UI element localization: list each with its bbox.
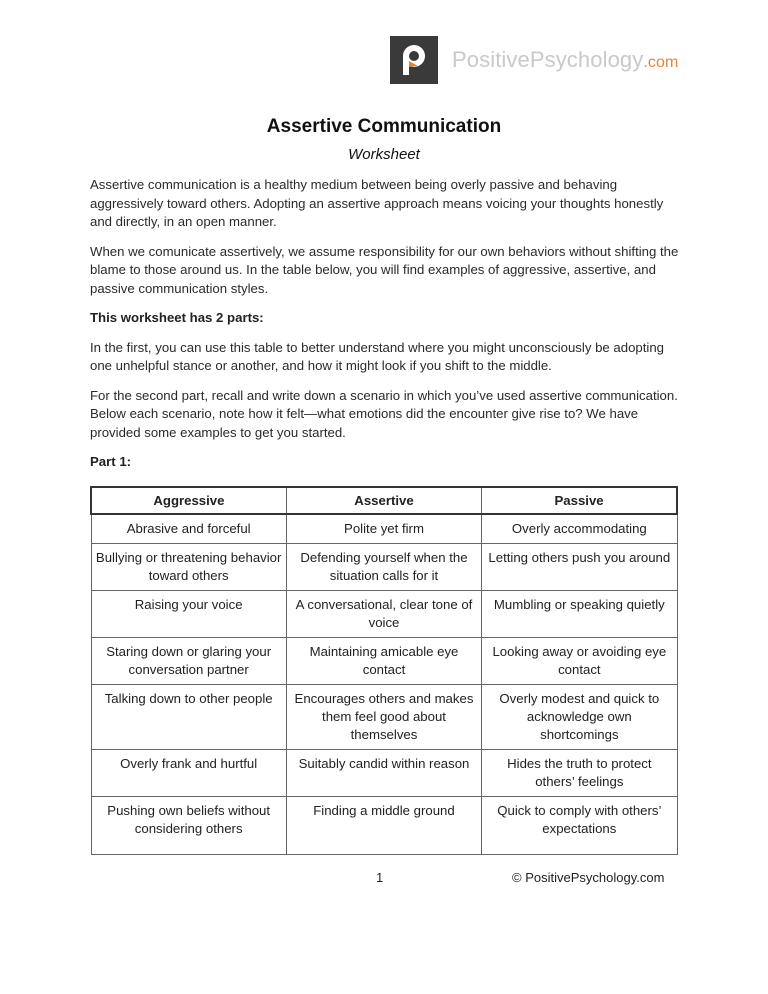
part-two-description: For the second part, recall and write down a scenario in which you’ve used assertive communication. Below each scenario, note how it felt—what emotions did the encounter give rise to? We have provided some examples to get you started. [90,387,678,440]
table-row [91,590,677,637]
table-cell: Suitably candid within reason [286,749,481,796]
table-cell: Overly frank and hurtful [91,749,286,796]
header-assertive: Assertive [286,487,481,514]
intro-paragraph-2: When we comunicate assertively, we assume responsibility for our own behaviors without shifting the blame to those around us. In the table below, you will find examples of aggressive, assertive, and passive communication styles. [90,243,679,296]
table-row [91,637,677,684]
worksheet-body [90,176,680,855]
table-cell: Abrasive and forceful [91,514,286,544]
communication-styles-table [90,486,678,855]
page-subtitle: Worksheet [348,146,420,163]
table-cell: Bullying or threatening behavior toward others [91,543,286,590]
table-cell: Looking away or avoiding eye contact [482,637,677,684]
brand-name: PositivePsychology [452,47,644,72]
part-one-description: In the first, you can use this table to better understand where you might unconsciously be adopting one unhelpful stance or another, and how it might look if you shift to the middle. [90,339,665,373]
table-row [91,543,677,590]
footer-copyright: © PositivePsychology.com [512,870,665,885]
table-cell: Quick to comply with others’ expectations [482,796,677,854]
table-cell: Maintaining amicable eye contact [286,637,481,684]
table-cell: A conversational, clear tone of voice [286,590,481,637]
table-cell: Mumbling or speaking quietly [482,590,677,637]
table-cell: Pushing own beliefs without considering others [91,796,286,854]
table-cell: Letting others push you around [482,543,677,590]
p-letter-mark-icon [390,36,438,84]
intro-paragraph-1: Assertive communication is a healthy medium between being overly passive and behaving aggressively toward others. Adopting an assertive approach means voicing your thoughts honestly and directly, in an open manner. [90,177,664,229]
table-row [91,749,677,796]
table-row [91,514,677,544]
table-cell: Overly modest and quick to acknowledge own shortcomings [482,684,677,749]
brand-wordmark [452,47,678,73]
page-title: Assertive Communication [266,116,502,137]
table-cell: Defending yourself when the situation calls for it [286,543,481,590]
header-aggressive: Aggressive [91,487,286,514]
brand-logo [390,36,678,84]
table-cell: Talking down to other people [91,684,286,749]
table-cell: Overly accommodating [482,514,677,544]
brand-tld: .com [643,54,679,71]
table-row [91,684,677,749]
parts-heading: This worksheet has 2 parts: [90,310,264,325]
table-cell: Raising your voice [91,590,286,637]
table-header-row [91,487,677,514]
table-cell: Polite yet firm [286,514,481,544]
table-cell: Hides the truth to protect others’ feelings [482,749,677,796]
page-number: 1 [376,870,384,885]
part-1-label: Part 1: [90,454,132,469]
header-passive: Passive [482,487,677,514]
table-row [91,796,677,854]
table-cell: Encourages others and makes them feel good about themselves [286,684,481,749]
table-cell: Finding a middle ground [286,796,481,854]
table-cell: Staring down or glaring your conversation partner [91,637,286,684]
